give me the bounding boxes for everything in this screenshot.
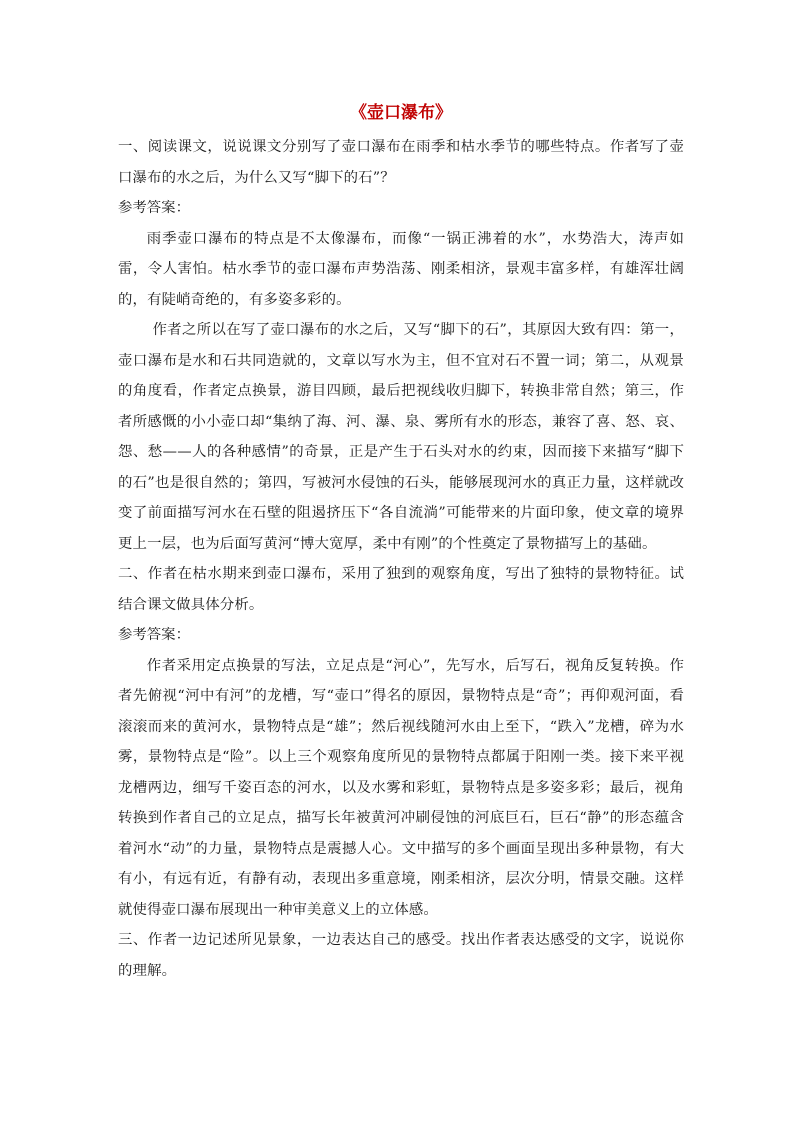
answer-1-paragraph-1: 雨季壶口瀑布的特点是不太像瀑布，而像“一锅正沸着的水”，水势浩大，涛声如雷，令人害怕。枯水季节的壶口瀑布声势浩荡、刚柔相济，景观丰富多样，有雄浑壮阔的，有陡峭奇绝的，有多姿多彩的。	[118, 230, 684, 308]
question-3: 三、作者一边记述所见景象，一边表达自己的感受。找出作者表达感受的文字，说说你的理解。	[118, 932, 684, 979]
question-2: 二、作者在枯水期来到壶口瀑布，采用了独到的观察角度，写出了独特的景物特征。试结合课文做具体分析。	[118, 566, 684, 613]
answer-1-paragraph-2: 作者之所以在写了壶口瀑布的水之后，又写“脚下的石”，其原因大致有四：第一，壶口瀑布是水和石共同造就的，文章以写水为主，但不宜对石不置一词；第二，从观景的角度看，作者定点换景，游目四顾，最后把视线收归脚下，转换非常自然；第三，作者所感慨的小小壶口却“集纳了海、河、瀑、泉、雾所有水的形态，兼容了喜、怒、哀、怨、愁——人的各种感情”的奇景，正是产生于石头对水的约束，因而接下来描写“脚下的石”也是很自然的；第四，写被河水侵蚀的石头，能够展现河水的真正力量，这样就改变了前面描写河水在石壁的阻遏挤压下“各自流淌”可能带来的片面印象，使文章的境界更上一层，也为后面写黄河“博大宽厚，柔中有刚”的个性奠定了景物描写上的基础。	[118, 322, 684, 552]
document-page	[118, 96, 684, 986]
question-1: 一、阅读课文，说说课文分别写了壶口瀑布在雨季和枯水季节的哪些特点。作者写了壶口瀑布的水之后，为什么又写“脚下的石”？	[118, 139, 684, 186]
answer-2-paragraph-1: 作者采用定点换景的写法，立足点是“河心”，先写水，后写石，视角反复转换。作者先俯视“河中有河”的龙槽，写“壶口”得名的原因，景物特点是“奇”；再仰观河面，看滚滚而来的黄河水，景物特点是“雄”；然后视线随河水由上至下，“跌入”龙槽，碎为水雾，景物特点是“险”。以上三个观察角度所见的景物特点都属于阳刚一类。接下来平视龙槽两边，细写千姿百态的河水，以及水雾和彩虹，景物特点是多姿多彩；最后，视角转换到作者自己的立足点，描写长年被黄河冲刷侵蚀的河底巨石，巨石“静”的形态蕴含着河水“动”的力量，景物特点是震撼人心。文中描写的多个画面呈现出多种景物，有大有小，有远有近，有静有动，表现出多重意境，刚柔相济，层次分明，情景交融。这样就使得壶口瀑布展现出一种审美意义上的立体感。	[118, 657, 684, 918]
answer-label-2: 参考答案：	[118, 627, 190, 643]
answer-label-1: 参考答案：	[118, 200, 190, 216]
document-title: 《壶口瀑布》	[350, 103, 452, 123]
